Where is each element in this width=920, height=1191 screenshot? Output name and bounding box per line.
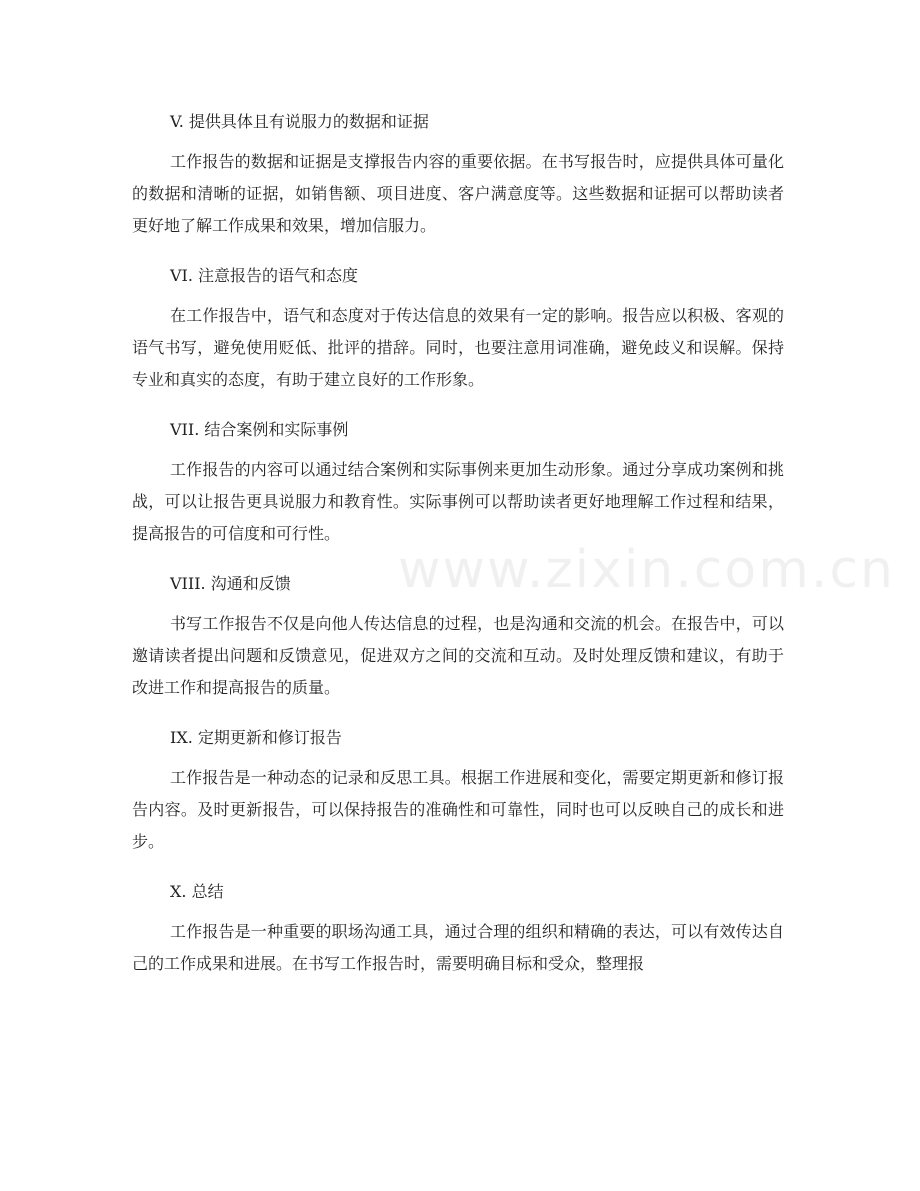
document-content bbox=[132, 102, 784, 994]
section-paragraph: 工作报告的数据和证据是支撑报告内容的重要依据。在书写报告时，应提供具体可量化的数据和清晰的证据，如销售额、项目进度、客户满意度等。这些数据和证据可以帮助读者更好地了解工作成果和效果，增加信服力。 bbox=[132, 152, 784, 235]
section-vii bbox=[132, 410, 784, 554]
section-heading: VI. 注意报告的语气和态度 bbox=[170, 266, 359, 285]
section-heading: V. 提供具体且有说服力的数据和证据 bbox=[170, 112, 429, 131]
section-v bbox=[132, 102, 784, 246]
watermark-text: www.zixin.com.cn bbox=[398, 540, 895, 600]
section-paragraph: 工作报告是一种重要的职场沟通工具，通过合理的组织和精确的表达，可以有效传达自己的工作成果和进展。在书写工作报告时，需要明确目标和受众，整理报 bbox=[132, 922, 784, 973]
section-x bbox=[132, 872, 784, 984]
section-heading: VIII. 沟通和反馈 bbox=[170, 574, 291, 593]
section-viii bbox=[132, 564, 784, 708]
section-vi bbox=[132, 256, 784, 400]
section-heading: IX. 定期更新和修订报告 bbox=[170, 728, 342, 747]
section-heading: VII. 结合案例和实际事例 bbox=[170, 420, 349, 439]
section-ix bbox=[132, 718, 784, 862]
section-paragraph: 工作报告的内容可以通过结合案例和实际事例来更加生动形象。通过分享成功案例和挑战，可以让报告更具说服力和教育性。实际事例可以帮助读者更好地理解工作过程和结果，提高报告的可信度和可行性。 bbox=[132, 460, 784, 543]
section-paragraph: 工作报告是一种动态的记录和反思工具。根据工作进展和变化，需要定期更新和修订报告内容。及时更新报告，可以保持报告的准确性和可靠性，同时也可以反映自己的成长和进步。 bbox=[132, 768, 784, 851]
section-heading: X. 总结 bbox=[170, 882, 224, 901]
section-paragraph: 在工作报告中，语气和态度对于传达信息的效果有一定的影响。报告应以积极、客观的语气书写，避免使用贬低、批评的措辞。同时，也要注意用词准确，避免歧义和误解。保持专业和真实的态度，有助于建立良好的工作形象。 bbox=[132, 306, 784, 389]
section-paragraph: 书写工作报告不仅是向他人传达信息的过程，也是沟通和交流的机会。在报告中，可以邀请读者提出问题和反馈意见，促进双方之间的交流和互动。及时处理反馈和建议，有助于改进工作和提高报告的质量。 bbox=[132, 614, 784, 697]
